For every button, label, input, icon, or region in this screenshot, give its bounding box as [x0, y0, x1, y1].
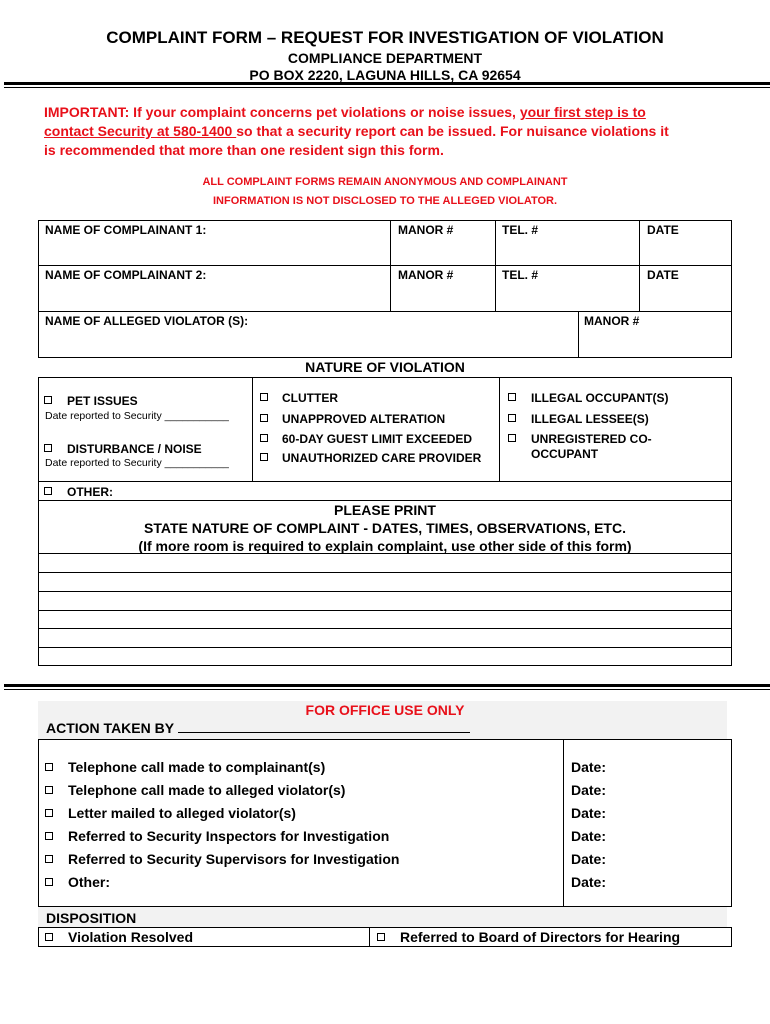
office-separator	[4, 684, 770, 687]
action-date-5[interactable]: Date:	[571, 851, 607, 867]
important-lead: IMPORTANT: If your complaint concerns pet violations or noise issues,	[44, 104, 520, 120]
pet-issues-checkbox[interactable]	[42, 394, 54, 406]
nature-heading: NATURE OF VIOLATION	[305, 359, 465, 375]
tel-2-label[interactable]: TEL. #	[502, 268, 539, 282]
action-date-4[interactable]: Date:	[571, 828, 607, 844]
unregistered-line-1: UNREGISTERED CO-	[531, 432, 652, 446]
header-rule	[4, 82, 770, 85]
action-label-1: Telephone call made to complainant(s)	[68, 759, 326, 775]
illegal-occupant-checkbox[interactable]	[506, 391, 518, 403]
nature-divider	[38, 481, 732, 482]
violation-resolved-label: Violation Resolved	[68, 929, 193, 945]
referred-board-label: Referred to Board of Directors for Hearing	[400, 929, 681, 945]
important-underline-1: your first step is to	[519, 104, 646, 120]
violator-name-label[interactable]: NAME OF ALLEGED VIOLATOR (S):	[45, 314, 249, 328]
unregistered-line-2: OCCUPANT	[531, 447, 599, 461]
table-divider	[639, 220, 640, 311]
writing-line[interactable]	[38, 628, 732, 629]
care-provider-label: UNAUTHORIZED CARE PROVIDER	[282, 451, 482, 465]
other-checkbox[interactable]	[42, 485, 54, 497]
illegal-lessee-label: ILLEGAL LESSEE(S)	[531, 412, 649, 426]
action-date-2[interactable]: Date:	[571, 782, 607, 798]
table-divider	[390, 220, 391, 311]
action-label-5: Referred to Security Supervisors for Investigation	[68, 851, 400, 867]
header-rule-thin	[4, 87, 770, 88]
date-2-label[interactable]: DATE	[647, 268, 679, 282]
tel-1-label[interactable]: TEL. #	[502, 223, 539, 237]
action-date-1[interactable]: Date:	[571, 759, 607, 775]
writing-line[interactable]	[38, 647, 732, 648]
action-checkbox-5[interactable]	[43, 853, 55, 865]
complainant-1-label[interactable]: NAME OF COMPLAINANT 1:	[45, 223, 207, 237]
nature-divider	[499, 377, 500, 481]
complainant-2-label[interactable]: NAME OF COMPLAINANT 2:	[45, 268, 207, 282]
nature-divider	[252, 377, 253, 481]
table-divider	[495, 220, 496, 311]
unregistered-cooccupant-label	[531, 432, 652, 462]
writing-line[interactable]	[38, 591, 732, 592]
form-title: COMPLAINT FORM – REQUEST FOR INVESTIGATION OF VIOLATION	[106, 28, 664, 47]
action-label-3: Letter mailed to alleged violator(s)	[68, 805, 296, 821]
action-date-3[interactable]: Date:	[571, 805, 607, 821]
action-taken-label	[46, 720, 470, 736]
action-label-2: Telephone call made to alleged violator(s)	[68, 782, 346, 798]
action-checkbox-2[interactable]	[43, 784, 55, 796]
action-taken-text: ACTION TAKEN BY	[46, 720, 174, 736]
office-separator-thin	[4, 689, 770, 690]
important-rest-2: is recommended that more than one resident sign this form.	[44, 142, 444, 158]
writing-line[interactable]	[38, 610, 732, 611]
please-print-line-1: PLEASE PRINT	[334, 502, 436, 518]
referred-board-checkbox[interactable]	[375, 931, 387, 943]
please-print-heading	[38, 501, 732, 555]
writing-line[interactable]	[38, 572, 732, 573]
writing-line[interactable]	[38, 553, 732, 554]
complainant-table	[38, 220, 732, 358]
anonymity-line-2: INFORMATION IS NOT DISCLOSED TO THE ALLEGED VIOLATOR.	[212, 195, 558, 207]
please-print-line-3: (If more room is required to explain complaint, use other side of this form)	[138, 538, 632, 554]
pet-date-reported[interactable]: Date reported to Security ___________	[45, 410, 229, 422]
clutter-checkbox[interactable]	[258, 391, 270, 403]
address: PO BOX 2220, LAGUNA HILLS, CA 92654	[249, 67, 521, 83]
guest-limit-checkbox[interactable]	[258, 432, 270, 444]
table-divider	[38, 311, 732, 312]
disturbance-checkbox[interactable]	[42, 442, 54, 454]
action-date-6[interactable]: Date:	[571, 874, 607, 890]
unregistered-cooccupant-checkbox[interactable]	[506, 432, 518, 444]
table-divider	[578, 311, 579, 358]
violation-resolved-checkbox[interactable]	[43, 931, 55, 943]
action-taken-line[interactable]	[178, 720, 470, 733]
other-label: OTHER:	[67, 485, 113, 499]
disturbance-label: DISTURBANCE / NOISE	[67, 442, 202, 456]
action-label-4: Referred to Security Inspectors for Investigation	[68, 828, 390, 844]
pet-issues-label: PET ISSUES	[67, 394, 138, 408]
table-divider	[38, 265, 732, 266]
anonymity-line-1: ALL COMPLAINT FORMS REMAIN ANONYMOUS AND COMPLAINANT	[202, 176, 568, 188]
unapproved-alteration-checkbox[interactable]	[258, 412, 270, 424]
illegal-occupant-label: ILLEGAL OCCUPANT(S)	[531, 391, 669, 405]
disturbance-date-reported[interactable]: Date reported to Security ___________	[45, 457, 229, 469]
office-use-heading: FOR OFFICE USE ONLY	[305, 702, 465, 718]
violator-manor-label[interactable]: MANOR #	[584, 314, 640, 328]
unapproved-alteration-label: UNAPPROVED ALTERATION	[282, 412, 446, 426]
manor-1-label[interactable]: MANOR #	[398, 223, 454, 237]
clutter-label: CLUTTER	[282, 391, 338, 405]
disposition-heading: DISPOSITION	[46, 910, 137, 926]
action-label-6: Other:	[68, 874, 110, 890]
guest-limit-label: 60-DAY GUEST LIMIT EXCEEDED	[282, 432, 473, 446]
department-name: COMPLIANCE DEPARTMENT	[287, 50, 483, 66]
anonymity-notice	[0, 173, 770, 211]
manor-2-label[interactable]: MANOR #	[398, 268, 454, 282]
action-checkbox-4[interactable]	[43, 830, 55, 842]
important-notice	[44, 103, 744, 160]
care-provider-checkbox[interactable]	[258, 451, 270, 463]
disposition-divider	[369, 927, 370, 947]
date-1-label[interactable]: DATE	[647, 223, 679, 237]
actions-divider	[563, 739, 564, 907]
please-print-line-2: STATE NATURE OF COMPLAINT - DATES, TIMES, OBSERVATIONS, ETC.	[144, 520, 626, 536]
action-checkbox-3[interactable]	[43, 807, 55, 819]
important-underline-2: contact Security at 580-1400	[44, 123, 237, 139]
action-checkbox-6[interactable]	[43, 876, 55, 888]
important-rest-1: so that a security report can be issued. For nuisance violations it	[236, 123, 669, 139]
illegal-lessee-checkbox[interactable]	[506, 412, 518, 424]
action-checkbox-1[interactable]	[43, 761, 55, 773]
